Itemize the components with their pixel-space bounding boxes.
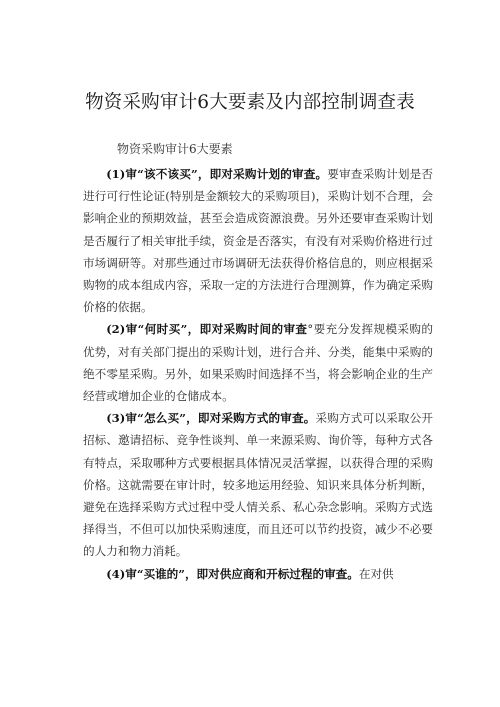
paragraph-lead: (4)审“买谁的”，即对供应商和开标过程的审查。 bbox=[106, 566, 359, 581]
paragraph-text: 在对供 bbox=[358, 566, 394, 581]
document-body bbox=[83, 163, 433, 585]
paragraph-lead: (1)审“该不该买”，即对采购计划的审查。 bbox=[106, 167, 328, 181]
paragraph-text: 要审查采购计划是否进行可行性论证(特别是金额较大的采购项目)，采购计划不合理，会影响企业的预期效益，甚至会造成资源浪费。另外还要审查采购计划是否履行了相关审批手续，资金是否落实，有没有对采购价格进行过市场调研等。对那些通过市场调研无法获得价格信息的，则应根据采购物的成本组成内容，采取一定的方法进行合理测算，作为确定采购价格的依据。 bbox=[83, 167, 433, 315]
paragraph-lead: (3)审“怎么买”，即对采购方式的审查。 bbox=[106, 411, 316, 426]
paragraph-text: 采购方式可以采取公开招标、邀请招标、竞争性谈判、单一来源采购、询价等，每种方式各有特点，采取哪种方式要根据具体情况灵活掌握，以获得合理的采购价格。这就需要在审计时，较多地运用经验、知识来具体分析判断，避免在选择采购方式过程中受人情关系、私心杂念影响。采购方式选择得当，不但可以加快采购速度，而且还可以节约投资，减少不必要的人力和物力消耗。 bbox=[83, 411, 433, 559]
paragraph-3 bbox=[83, 407, 433, 562]
paragraph-4 bbox=[83, 563, 433, 585]
section-heading: 物资采购审计6大要素 bbox=[117, 142, 233, 156]
paragraph-lead: (2)审“何时买”，即对采购时间的审查 bbox=[106, 322, 308, 337]
paragraph-text: °要充分发挥规模采购的优势，对有关部门提出的采购计划，进行合并、分类，能集中采购的绝不零星采购。另外，如果采购时间选择不当，将会影响企业的生产经营或增加企业的仓储成本。 bbox=[83, 322, 433, 404]
paragraph-2 bbox=[83, 318, 433, 407]
page-title: 物资采购审计6大要素及内部控制调查表 bbox=[85, 92, 415, 113]
paragraph-1 bbox=[83, 163, 433, 318]
